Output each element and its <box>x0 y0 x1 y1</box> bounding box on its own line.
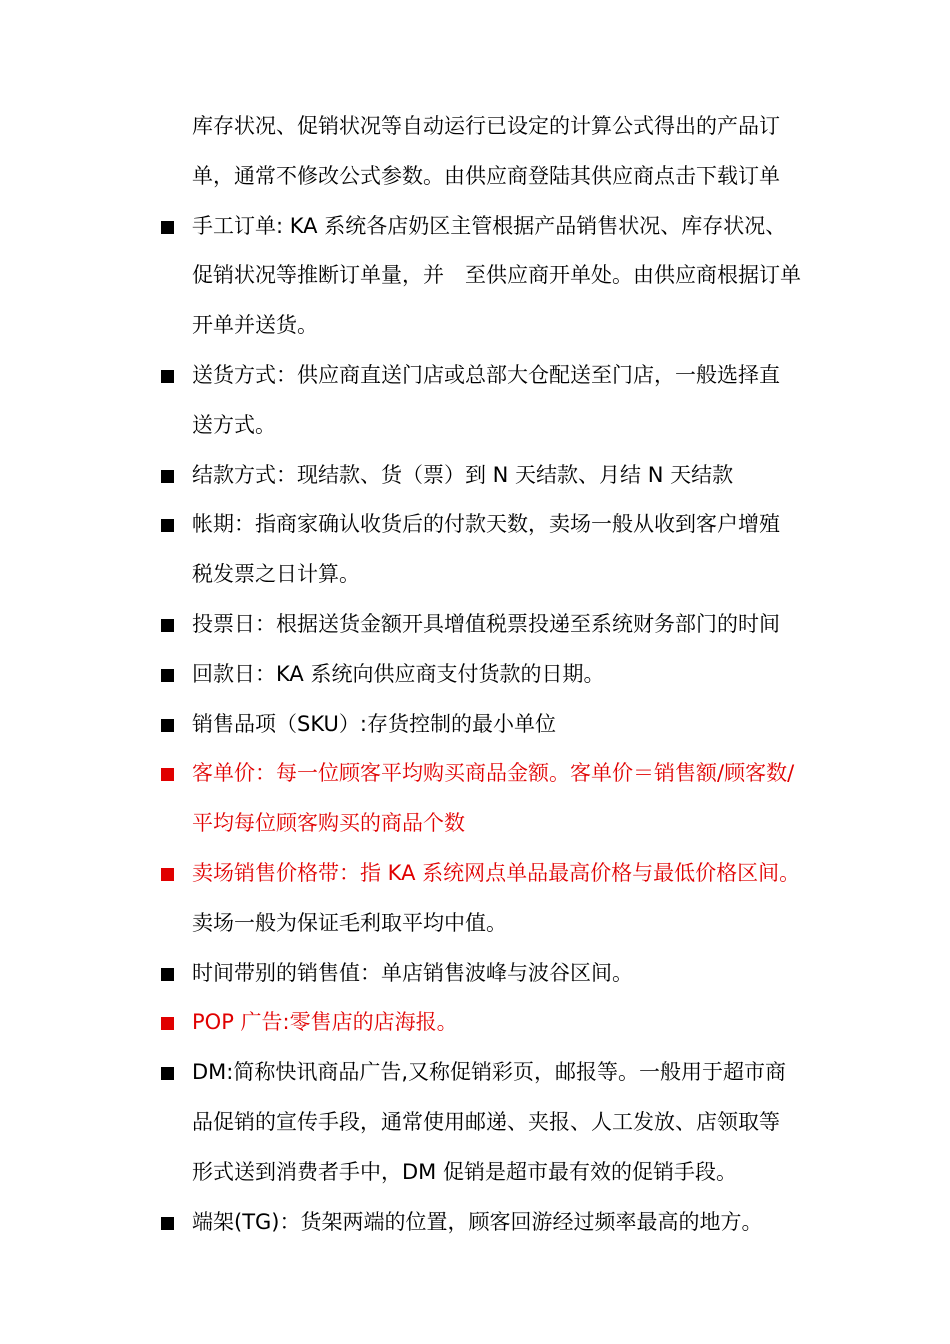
document-body <box>158 102 858 1247</box>
text-line <box>158 550 858 600</box>
line-text: 税发票之日计算。 <box>192 562 360 587</box>
bullet-item-line <box>158 749 858 799</box>
bullet-item-line <box>158 500 858 550</box>
square-bullet-icon <box>161 719 174 732</box>
square-bullet-icon <box>161 868 174 881</box>
line-text: 客单价：每一位顾客平均购买商品金额。客单价＝销售额/顾客数/ <box>192 761 795 786</box>
line-text: 促销状况等推断订单量，并 至供应商开单处。由供应商根据订单 <box>192 263 801 288</box>
bullet-item-line <box>158 451 858 501</box>
line-text: 回款日：KA 系统向供应商支付货款的日期。 <box>192 661 605 686</box>
square-bullet-icon <box>161 669 174 682</box>
line-text: 开单并送货。 <box>192 313 318 338</box>
square-bullet-icon <box>161 1217 174 1230</box>
line-text: 结款方式：现结款、货（票）到 N 天结款、月结 N 天结款 <box>192 462 734 487</box>
line-text: 卖场销售价格带：指 KA 系统网点单品最高价格与最低价格区间。 <box>192 860 801 885</box>
line-text: 单，通常不修改公式参数。由供应商登陆其供应商点击下载订单 <box>192 163 780 188</box>
line-text: DM:简称快讯商品广告,又称促销彩页，邮报等。一般用于超市商 <box>192 1060 787 1085</box>
bullet-item-line <box>158 1048 858 1098</box>
text-line <box>158 1148 858 1198</box>
line-text: 库存状况、促销状况等自动运行已设定的计算公式得出的产品订 <box>192 114 780 138</box>
bullet-item-line <box>158 202 858 252</box>
line-text: 品促销的宣传手段，通常使用邮递、夹报、人工发放、店领取等 <box>192 1109 780 1134</box>
bullet-item-line <box>158 650 858 700</box>
text-line <box>158 1098 858 1148</box>
square-bullet-icon <box>161 370 174 383</box>
line-text: 端架(TG)：货架两端的位置，顾客回游经过频率最高的地方。 <box>192 1209 763 1234</box>
line-text: 时间带别的销售值：单店销售波峰与波谷区间。 <box>192 960 633 985</box>
text-line <box>158 899 858 949</box>
text-line <box>158 799 858 849</box>
line-text: 送方式。 <box>192 412 276 437</box>
square-bullet-icon <box>161 1017 174 1030</box>
text-line <box>158 401 858 451</box>
line-text: 销售品项（SKU）:存货控制的最小单位 <box>192 711 556 736</box>
bullet-item-line <box>158 849 858 899</box>
line-text: POP 广告:零售店的店海报。 <box>192 1010 458 1035</box>
text-line <box>158 102 858 152</box>
line-text: 平均每位顾客购买的商品个数 <box>192 811 465 836</box>
line-text: 形式送到消费者手中，DM 促销是超市最有效的促销手段。 <box>192 1159 737 1184</box>
square-bullet-icon <box>161 968 174 981</box>
square-bullet-icon <box>161 470 174 483</box>
text-line <box>158 301 858 351</box>
line-text: 手工订单: KA 系统各店奶区主管根据产品销售状况、库存状况、 <box>192 213 787 238</box>
bullet-item-line <box>158 1198 858 1248</box>
square-bullet-icon <box>161 768 174 781</box>
bullet-item-line <box>158 351 858 401</box>
bullet-item-line <box>158 949 858 999</box>
line-text: 送货方式：供应商直送门店或总部大仓配送至门店，一般选择直 <box>192 362 780 387</box>
bullet-item-line <box>158 998 858 1048</box>
square-bullet-icon <box>161 1067 174 1080</box>
line-text: 卖场一般为保证毛利取平均中值。 <box>192 910 507 935</box>
text-line <box>158 152 858 202</box>
square-bullet-icon <box>161 519 174 532</box>
text-line <box>158 251 858 301</box>
bullet-item-line <box>158 700 858 750</box>
line-text: 投票日：根据送货金额开具增值税票投递至系统财务部门的时间 <box>192 611 780 636</box>
square-bullet-icon <box>161 619 174 632</box>
bullet-item-line <box>158 600 858 650</box>
square-bullet-icon <box>161 221 174 234</box>
line-text: 帐期：指商家确认收货后的付款天数，卖场一般从收到客户增殖 <box>192 512 780 537</box>
